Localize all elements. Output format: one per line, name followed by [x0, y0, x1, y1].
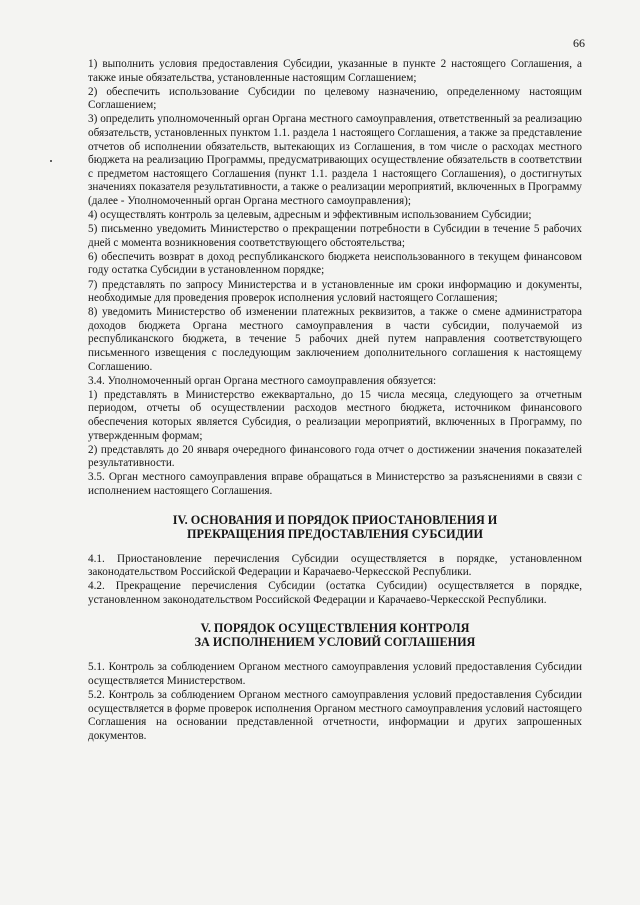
paragraph: 4) осуществлять контроль за целевым, адресным и эффективным использованием Субсидии; [88, 209, 532, 222]
paragraph: 4.1. Приостановление перечисления Субсидии осуществляется в порядке, установленном законодательством Российской Федерации и Карачаево-Черкесской Республики. [88, 552, 582, 579]
paragraph: 8) уведомить Министерство об изменении платежных реквизитов, а также о смене администратора доходов бюджета Органа местного самоуправления в части субсидии, получаемой из республиканского бюджета, в течение 5 рабочих дней путем направления соответствующего письменного извещения с последующим заключением дополнительного соглашения к настоящему Соглашению. [88, 306, 582, 373]
paragraph: 5.1. Контроль за соблюдением Органом местного самоуправления условий предоставления Субсидии осуществляется Министерством. [88, 661, 582, 687]
paragraph: 5.2. Контроль за соблюдением Органом местного самоуправления условий предоставления Субсидии осуществляется в форме проверок исполнения Органом местного самоуправления условий настоящего Соглашения на основании представленной отчетности, информации и других запрошенных документов. [88, 689, 582, 742]
paragraph: 1) выполнить условия предоставления Субсидии, указанные в пункте 2 настоящего Соглашения, а также иные обязательства, установленные настоящим Соглашением; [88, 58, 582, 84]
paragraph: 6) обеспечить возврат в доход республиканского бюджета неиспользованного в текущем финансовом году остатка Субсидии в установленном порядке; [88, 250, 582, 277]
heading-line: ПРЕКРАЩЕНИЯ ПРЕДОСТАВЛЕНИЯ СУБСИДИИ [187, 526, 483, 541]
paragraph: 7) представлять по запросу Министерства и в установленные им сроки информацию и документы, необходимые для проведения проверок исполнения условий настоящего Соглашения; [88, 278, 582, 305]
paragraph: 4.2. Прекращение перечисления Субсидии (остатка Субсидии) осуществляется в порядке, установленном законодательством Российской Федерации и Карачаево-Черкесской Республики. [88, 580, 582, 606]
paragraph: 2) обеспечить использование Субсидии по целевому назначению, определенному настоящим Соглашением; [88, 85, 582, 112]
heading-line: ЗА ИСПОЛНЕНИЕМ УСЛОВИЙ СОГЛАШЕНИЯ [194, 635, 476, 650]
paragraph: 2) представлять до 20 января очередного финансового года отчет о достижении значения показателей результативности. [88, 443, 582, 470]
paragraph: 3.5. Орган местного самоуправления вправе обращаться в Министерство за разъяснениями в связи с исполнением настоящего Соглашения. [88, 471, 582, 497]
heading-line: V. ПОРЯДОК ОСУЩЕСТВЛЕНИЯ КОНТРОЛЯ [200, 621, 470, 636]
paragraph: 1) представлять в Министерство ежеквартально, до 15 числа месяца, следующего за отчетным периодом, отчеты об осуществлении расходов местного бюджета, источником финансового обеспечения которых является Субсидия, о реализации мероприятий, включенных в Программу, по утвержденным формам; [88, 388, 582, 442]
scan-speck [50, 160, 52, 162]
heading-line: IV. ОСНОВАНИЯ И ПОРЯДОК ПРИОСТАНОВЛЕНИЯ И [172, 512, 498, 527]
paragraph: 3) определить уполномоченный орган Органа местного самоуправления, ответственный за реализацию обязательств, установленных пунктом 1.1. раздела 1 настоящего Соглашения, а также за представление отчетов об исполнении обязательств, вытекающих из Соглашения, в том числе о расходах местного бюджета на реализацию Программы, предусматривающих осуществление обязательств в соответствии с предметом настоящего Соглашения (пункт 1.1. раздела 1 настоящего Соглашения), о достигнутых значениях показателя результативности, а также о реализации мероприятий, включенных в Программу (далее - Уполномоченный орган Органа местного самоуправления); [88, 113, 582, 207]
page-number: 66 [573, 36, 585, 50]
paragraph: 3.4. Уполномоченный орган Органа местного самоуправления обязуется: [88, 374, 437, 387]
section-5-heading [88, 621, 582, 649]
document-body [88, 58, 582, 744]
paragraph: 5) письменно уведомить Министерство о прекращении потребности в Субсидии в течение 5 рабочих дней с момента возникновения соответствующего обстоятельства; [88, 223, 582, 249]
section-4-heading [88, 513, 582, 541]
